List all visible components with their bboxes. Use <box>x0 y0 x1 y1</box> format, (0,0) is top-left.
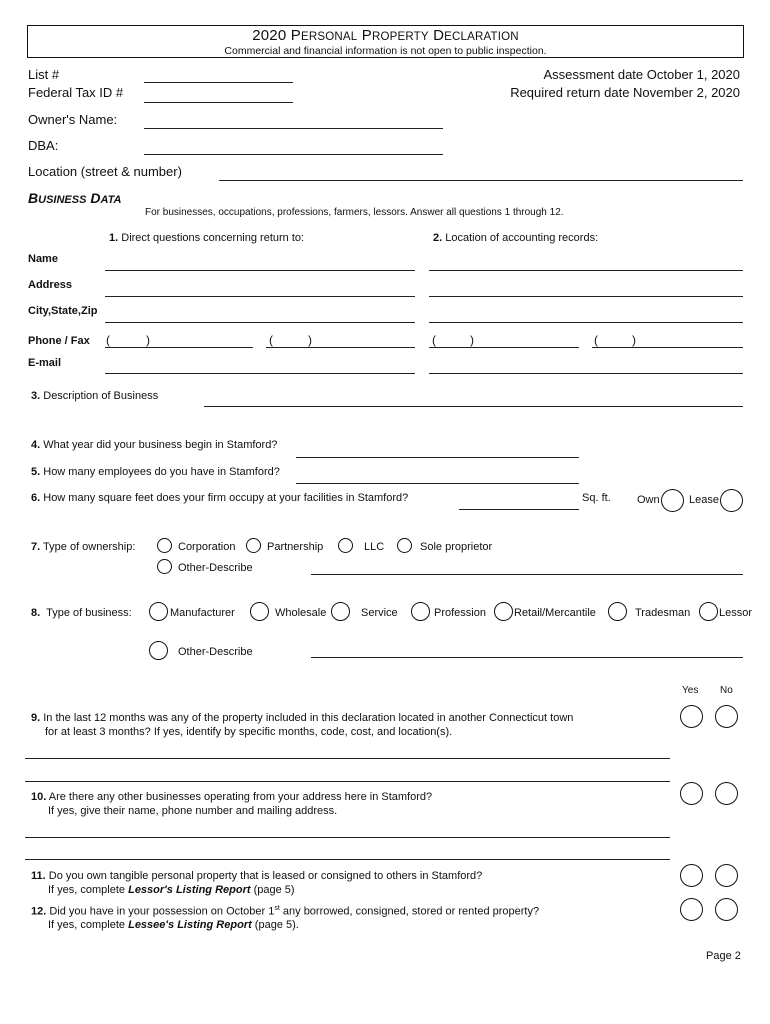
q12-line2: If yes, complete Lessee's Listing Report (page 5). <box>48 919 299 931</box>
q9-line2: for at least 3 months? If yes, identify by specific months, code, cost, and location(s). <box>45 726 453 738</box>
q9-yes-radio[interactable] <box>680 705 703 728</box>
q3-description-field[interactable] <box>204 406 743 407</box>
return-date: Required return date November 2, 2020 <box>510 85 740 100</box>
q2-fax-paren-close: ) <box>632 333 636 347</box>
q5-employees-field[interactable] <box>296 483 579 484</box>
q3-label: 3. Description of Business <box>31 390 159 402</box>
owner-name-field[interactable] <box>144 128 443 129</box>
q7-other-radio[interactable] <box>157 559 172 574</box>
q6-label: 6. How many square feet does your firm occupy at your facilities in Stamford? <box>31 492 409 504</box>
list-number-field[interactable] <box>144 82 293 83</box>
q8-other-label: Other-Describe <box>178 646 253 658</box>
q1-fax-field[interactable] <box>266 347 415 348</box>
q11-yes-radio[interactable] <box>680 864 703 887</box>
q9-answer-line-2[interactable] <box>25 781 670 782</box>
location-label: Location (street & number) <box>28 164 182 179</box>
q7-corporation-label: Corporation <box>178 541 236 553</box>
q7-llc-label: LLC <box>364 541 385 553</box>
list-label: List # <box>28 67 60 82</box>
email-label: E-mail <box>28 357 62 369</box>
q2-city-field[interactable] <box>429 322 743 323</box>
q7-llc-radio[interactable] <box>338 538 353 553</box>
q10-line2: If yes, give their name, phone number and mailing address. <box>48 805 338 817</box>
q8-tradesman-label: Tradesman <box>635 607 691 619</box>
dba-field[interactable] <box>144 154 443 155</box>
header-box <box>27 25 744 58</box>
q9-line1: 9. In the last 12 months was any of the property included in this declaration located in another Connecticut town <box>31 712 574 724</box>
q1-city-field[interactable] <box>105 322 415 323</box>
q4-label: 4. What year did your business begin in Stamford? <box>31 439 278 451</box>
q8-manufacturer-radio[interactable] <box>149 602 168 621</box>
q7-partnership-label: Partnership <box>267 541 324 553</box>
page-number: Page 2 <box>706 950 741 962</box>
tax-id-label: Federal Tax ID # <box>28 85 124 100</box>
q8-profession-label: Profession <box>434 607 486 619</box>
assessment-date: Assessment date October 1, 2020 <box>543 67 740 82</box>
q6-lease-radio[interactable] <box>720 489 743 512</box>
business-data-heading: BUSINESS DATA <box>28 190 122 206</box>
owner-name-label: Owner's Name: <box>28 112 118 127</box>
q2-phone-paren-close: ) <box>470 333 474 347</box>
yes-column-label: Yes <box>682 685 699 696</box>
dba-label: DBA: <box>28 138 59 153</box>
q10-yes-radio[interactable] <box>680 782 703 805</box>
q2-address-field[interactable] <box>429 296 743 297</box>
location-field[interactable] <box>219 180 743 181</box>
q8-retail-label: Retail/Mercantile <box>514 607 596 619</box>
q8-other-describe-field[interactable] <box>311 657 743 658</box>
q2-fax-paren-open: ( <box>594 333 598 347</box>
q1-address-field[interactable] <box>105 296 415 297</box>
q6-own-radio[interactable] <box>661 489 684 512</box>
q2-email-field[interactable] <box>429 373 743 374</box>
q12-no-radio[interactable] <box>715 898 738 921</box>
q4-year-field[interactable] <box>296 457 579 458</box>
q1-fax-paren-close: ) <box>308 333 312 347</box>
q8-retail-radio[interactable] <box>494 602 513 621</box>
q1-phone-paren-open: ( <box>106 333 110 347</box>
q8-tradesman-radio[interactable] <box>608 602 627 621</box>
q5-label: 5. How many employees do you have in Stamford? <box>31 466 280 478</box>
name-label: Name <box>28 253 58 265</box>
q2-phone-field[interactable] <box>429 347 579 348</box>
q2-heading: 2. Location of accounting records: <box>433 232 599 244</box>
q7-label: 7. Type of ownership: <box>31 541 136 553</box>
q8-label: 8. Type of business: <box>31 607 132 619</box>
q6-sqft-unit: Sq. ft. <box>582 492 611 504</box>
q2-phone-paren-open: ( <box>432 333 436 347</box>
q7-sole-proprietor-label: Sole proprietor <box>420 541 493 553</box>
q1-email-field[interactable] <box>105 373 415 374</box>
q12-line1: 12. Did you have in your possession on October 1st any borrowed, consigned, stored or rented property? <box>31 905 540 918</box>
q10-answer-line-1[interactable] <box>25 837 670 838</box>
tax-id-field[interactable] <box>144 102 293 103</box>
q11-line1: 11. Do you own tangible personal property that is leased or consigned to others in Stamford? <box>31 870 483 882</box>
q10-line1: 10. Are there any other businesses operating from your address here in Stamford? <box>31 791 433 803</box>
address-label: Address <box>28 279 73 291</box>
q10-no-radio[interactable] <box>715 782 738 805</box>
q2-fax-field[interactable] <box>592 347 743 348</box>
q8-service-label: Service <box>361 607 398 619</box>
city-state-zip-label: City,State,Zip <box>28 305 98 317</box>
q12-yes-radio[interactable] <box>680 898 703 921</box>
phone-fax-label: Phone / Fax <box>28 335 90 347</box>
q8-profession-radio[interactable] <box>411 602 430 621</box>
q8-service-radio[interactable] <box>331 602 350 621</box>
q9-no-radio[interactable] <box>715 705 738 728</box>
no-column-label: No <box>720 685 733 696</box>
q7-sole-proprietor-radio[interactable] <box>397 538 412 553</box>
q11-no-radio[interactable] <box>715 864 738 887</box>
q7-corporation-radio[interactable] <box>157 538 172 553</box>
q2-name-field[interactable] <box>429 270 743 271</box>
business-instructions: For businesses, occupations, professions, farmers, lessors. Answer all questions 1 through 12. <box>145 207 564 218</box>
q6-lease-label: Lease <box>689 494 719 506</box>
q8-manufacturer-label: Manufacturer <box>170 607 235 619</box>
q10-answer-line-2[interactable] <box>25 859 670 860</box>
q9-answer-line-1[interactable] <box>25 758 670 759</box>
q7-partnership-radio[interactable] <box>246 538 261 553</box>
q7-other-describe-field[interactable] <box>311 574 743 575</box>
q1-name-field[interactable] <box>105 270 415 271</box>
q1-fax-paren-open: ( <box>269 333 273 347</box>
q1-phone-field[interactable] <box>105 347 253 348</box>
q8-other-radio[interactable] <box>149 641 168 660</box>
q8-wholesale-label: Wholesale <box>275 607 327 619</box>
q8-lessor-radio[interactable] <box>699 602 718 621</box>
q8-wholesale-radio[interactable] <box>250 602 269 621</box>
q1-phone-paren-close: ) <box>146 333 150 347</box>
form-title: 2020 PERSONAL PROPERTY DECLARATION <box>252 27 519 44</box>
form-subtitle: Commercial and financial information is not open to public inspection. <box>224 45 547 57</box>
q1-heading: 1. Direct questions concerning return to: <box>109 232 305 244</box>
q6-own-label: Own <box>637 494 660 506</box>
q11-line2: If yes, complete Lessor's Listing Report (page 5) <box>48 884 295 896</box>
q6-sqft-field[interactable] <box>459 509 579 510</box>
q7-other-label: Other-Describe <box>178 562 253 574</box>
q8-lessor-label: Lessor <box>719 607 753 619</box>
